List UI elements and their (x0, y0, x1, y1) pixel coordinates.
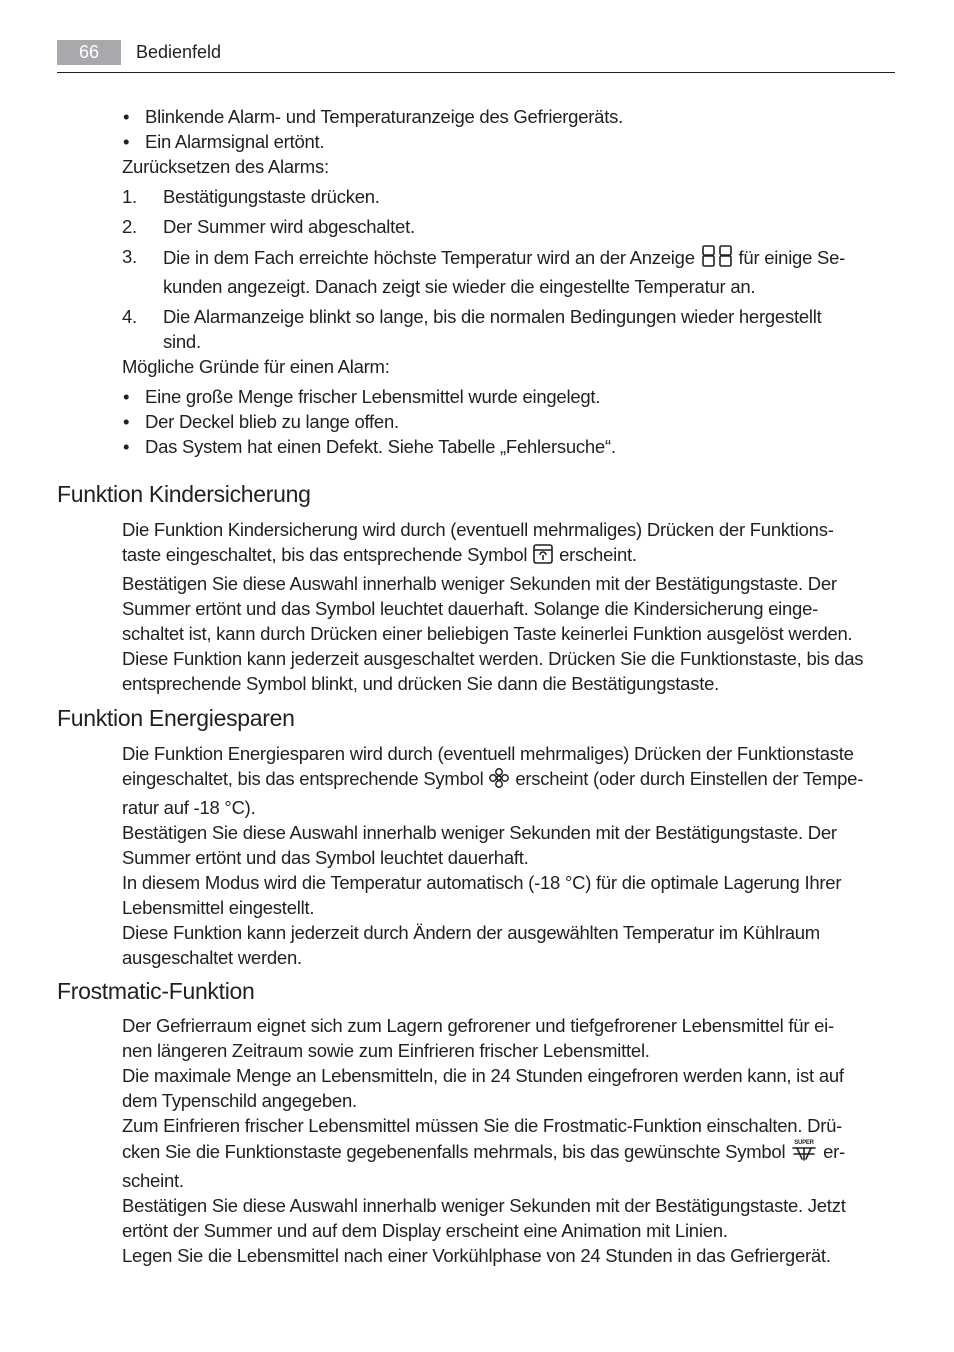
text-line: cken Sie die Funktionstaste gegebenenfalls mehrmals, bis das gewünschte Symbol (122, 1141, 786, 1162)
text-line: ertönt der Summer und auf dem Display erscheint eine Animation mit Linien. (122, 1220, 728, 1241)
kindersicherung-body (122, 517, 902, 696)
list-item: • Eine große Menge frischer Lebensmittel wurde eingelegt. (122, 384, 902, 409)
text-line: Summer ertönt und das Symbol leuchtet dauerhaft. Solange die Kindersicherung einge- (122, 598, 819, 619)
step-text: sind. (163, 331, 201, 352)
text-line: Diese Funktion kann jederzeit durch Ändern der ausgewählten Temperatur im Kühlraum (122, 922, 820, 943)
list-item: • Ein Alarmsignal ertönt. (122, 129, 902, 154)
text-line: erscheint (oder durch Einstellen der Tempe- (515, 768, 864, 789)
step-number: 1. (122, 186, 137, 207)
paragraph (122, 1193, 902, 1243)
super-freeze-icon (790, 1138, 818, 1168)
step-text: kunden angezeigt. Danach zeigt sie wieder die eingestellte Temperatur an. (163, 276, 756, 297)
text-line: Bestätigen Sie diese Auswahl innerhalb weniger Sekunden mit der Bestätigungstaste. Jetzt (122, 1195, 846, 1216)
list-item: • Blinkende Alarm- und Temperaturanzeige des Gefriergeräts. (122, 104, 902, 129)
text-line: ratur auf -18 °C). (122, 797, 256, 818)
step-item (122, 244, 902, 299)
text-line: nen längeren Zeitraum sowie zum Einfrieren frischer Lebensmittel. (122, 1040, 650, 1061)
text-line: Zum Einfrieren frischer Lebensmittel müssen Sie die Frostmatic-Funktion einschalten. Drü- (122, 1115, 843, 1136)
reasons-label: Mögliche Gründe für einen Alarm: (122, 356, 390, 377)
text-line: Die Funktion Energiesparen wird durch (eventuell mehrmaliges) Drücken der Funktionstaste (122, 743, 854, 764)
text-line: dem Typenschild angegeben. (122, 1090, 357, 1111)
alarm-section (122, 104, 902, 459)
paragraph (122, 517, 902, 571)
text-line: scheint. (122, 1170, 184, 1191)
reset-label: Zurücksetzen des Alarms: (122, 156, 329, 177)
text-line: Bestätigen Sie diese Auswahl innerhalb weniger Sekunden mit der Bestätigungstaste. Der (122, 822, 837, 843)
paragraph (122, 1243, 902, 1268)
step-text: Der Summer wird abgeschaltet. (163, 216, 415, 237)
text-line: Summer ertönt und das Symbol leuchtet dauerhaft. (122, 847, 529, 868)
page-number: 66 (57, 40, 121, 65)
paragraph (122, 1063, 902, 1113)
step-item (122, 304, 902, 354)
paragraph (122, 820, 902, 870)
list-item: • Das System hat einen Defekt. Siehe Tabelle „Fehlersuche“. (122, 434, 902, 459)
paragraph (122, 1013, 902, 1063)
text-line: Legen Sie die Lebensmittel nach einer Vorkühlphase von 24 Stunden in das Gefriergerät. (122, 1245, 831, 1266)
step-number: 3. (122, 246, 137, 267)
frostmatic-body (122, 1013, 902, 1268)
energy-saving-icon (488, 767, 510, 795)
text-line: Bestätigen Sie diese Auswahl innerhalb weniger Sekunden mit der Bestätigungstaste. Der (122, 573, 837, 594)
heading-energiesparen: Funktion Energiesparen (57, 705, 295, 731)
energiesparen-body (122, 741, 902, 970)
step-text: für einige Se- (738, 247, 846, 268)
paragraph (122, 571, 902, 646)
step-number: 4. (122, 306, 137, 327)
paragraph (122, 741, 902, 820)
step-text: Bestätigungstaste drücken. (163, 186, 380, 207)
super-icon-label: SUPER (794, 1140, 814, 1146)
step-text: Die Alarmanzeige blinkt so lange, bis die normalen Bedingungen wieder hergestellt (163, 306, 822, 327)
text-line: ausgeschaltet werden. (122, 947, 302, 968)
paragraph (122, 920, 902, 970)
page-header (57, 40, 895, 73)
text-line: schaltet ist, kann durch Drücken einer beliebigen Taste keinerlei Funktion ausgelöst werden. (122, 623, 853, 644)
text-line: eingeschaltet, bis das entsprechende Symbol (122, 768, 484, 789)
heading-kindersicherung: Funktion Kindersicherung (57, 481, 311, 507)
section-title: Bedienfeld (136, 42, 222, 62)
text-line: taste eingeschaltet, bis das entsprechende Symbol (122, 544, 528, 565)
text-line: entsprechende Symbol blinkt, und drücken Sie dann die Bestätigungstaste. (122, 673, 720, 694)
step-number: 2. (122, 216, 137, 237)
text-line: Die maximale Menge an Lebensmitteln, die in 24 Stunden eingefroren werden kann, ist auf (122, 1065, 844, 1086)
step-item (122, 184, 902, 209)
list-item: • Der Deckel blieb zu lange offen. (122, 409, 902, 434)
text-line: Der Gefrierraum eignet sich zum Lagern gefrorener und tiefgefrorener Lebensmittel für ei- (122, 1015, 834, 1036)
paragraph (122, 646, 902, 696)
text-line: Die Funktion Kindersicherung wird durch (eventuell mehrmaliges) Drücken der Funktions- (122, 519, 834, 540)
child-lock-icon (532, 543, 554, 571)
paragraph (122, 870, 902, 920)
text-line: In diesem Modus wird die Temperatur automatisch (-18 °C) für die optimale Lagerung Ihrer (122, 872, 842, 893)
text-line: er- (823, 1141, 845, 1162)
paragraph (122, 1113, 902, 1193)
step-item (122, 214, 902, 239)
step-text: Die in dem Fach erreichte höchste Temperatur wird an der Anzeige (163, 247, 695, 268)
heading-frostmatic: Frostmatic-Funktion (57, 978, 255, 1004)
text-line: erscheint. (559, 544, 637, 565)
temperature-display-icon (700, 244, 734, 274)
text-line: Lebensmittel eingestellt. (122, 897, 315, 918)
reset-steps (122, 184, 902, 354)
text-line: Diese Funktion kann jederzeit ausgeschaltet werden. Drücken Sie die Funktionstaste, bis das (122, 648, 864, 669)
